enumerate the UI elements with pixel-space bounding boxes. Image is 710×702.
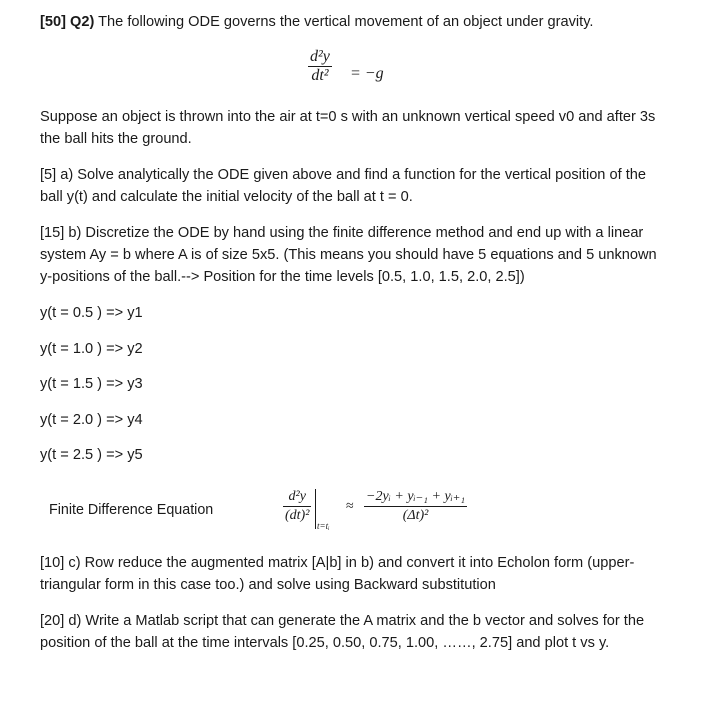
fde-lhs-denominator: (dt)²	[285, 508, 310, 523]
position-item: y(t = 2.5 ) => y5	[40, 447, 143, 463]
ode-numerator: d²y	[310, 48, 330, 65]
position-item: y(t = 1.0 ) => y2	[40, 341, 143, 357]
part-a-text: [5] a) Solve analytically the ODE given above and find a function for the vertical position of the ball y(t) and calculate the initial velocity of the ball at t = 0.	[40, 167, 646, 205]
problem-setup: Suppose an object is thrown into the air at t=0 s with an unknown vertical speed v0 and after 3s the ball hits the ground.	[40, 109, 656, 147]
evaluation-bar	[315, 489, 316, 529]
question-header	[40, 11, 672, 33]
position-item: y(t = 0.5 ) => y1	[40, 305, 143, 321]
fde-rhs-numerator: −2yᵢ + yᵢ₋₁ + yᵢ₊₁	[366, 489, 466, 504]
fde-lhs-numerator: d²y	[288, 489, 306, 504]
fde-label: Finite Difference Equation	[49, 502, 214, 518]
position-item: y(t = 1.5 ) => y3	[40, 376, 143, 392]
ode-rhs: = −g	[350, 65, 384, 82]
question-intro: The following ODE governs the vertical movement of an object under gravity.	[98, 14, 594, 30]
part-c-text: [10] c) Row reduce the augmented matrix [A|b] in b) and convert it into Echolon form (upper-triangular form in this case too.) and solve using Backward substitution	[40, 555, 635, 593]
evaluation-subscript: t=tᵢ	[317, 521, 330, 531]
fde-rhs	[364, 488, 467, 525]
position-item: y(t = 2.0 ) => y4	[40, 412, 143, 428]
fde-lhs	[283, 488, 311, 525]
ode-denominator: dt²	[311, 67, 329, 84]
ode-equation	[308, 48, 332, 85]
part-d-text: [20] d) Write a Matlab script that can generate the A matrix and the b vector and solves for the position of the ball at the time intervals [0.25, 0.50, 0.75, 1.00, ……, 2.75] and plot t vs y.	[40, 613, 645, 651]
fde-rhs-denominator: (Δt)²	[402, 508, 429, 523]
part-b-text: [15] b) Discretize the ODE by hand using the finite difference method and end up with a linear system Ay = b where A is of size 5x5. (This means you should have 5 equations and 5 unknown y-positions of the ball.--> Position for the time levels [0.5, 1.0, 1.5, 2.0, 2.5])	[40, 225, 657, 285]
question-number: [50] Q2)	[40, 14, 95, 30]
approx-symbol: ≈	[346, 499, 354, 514]
